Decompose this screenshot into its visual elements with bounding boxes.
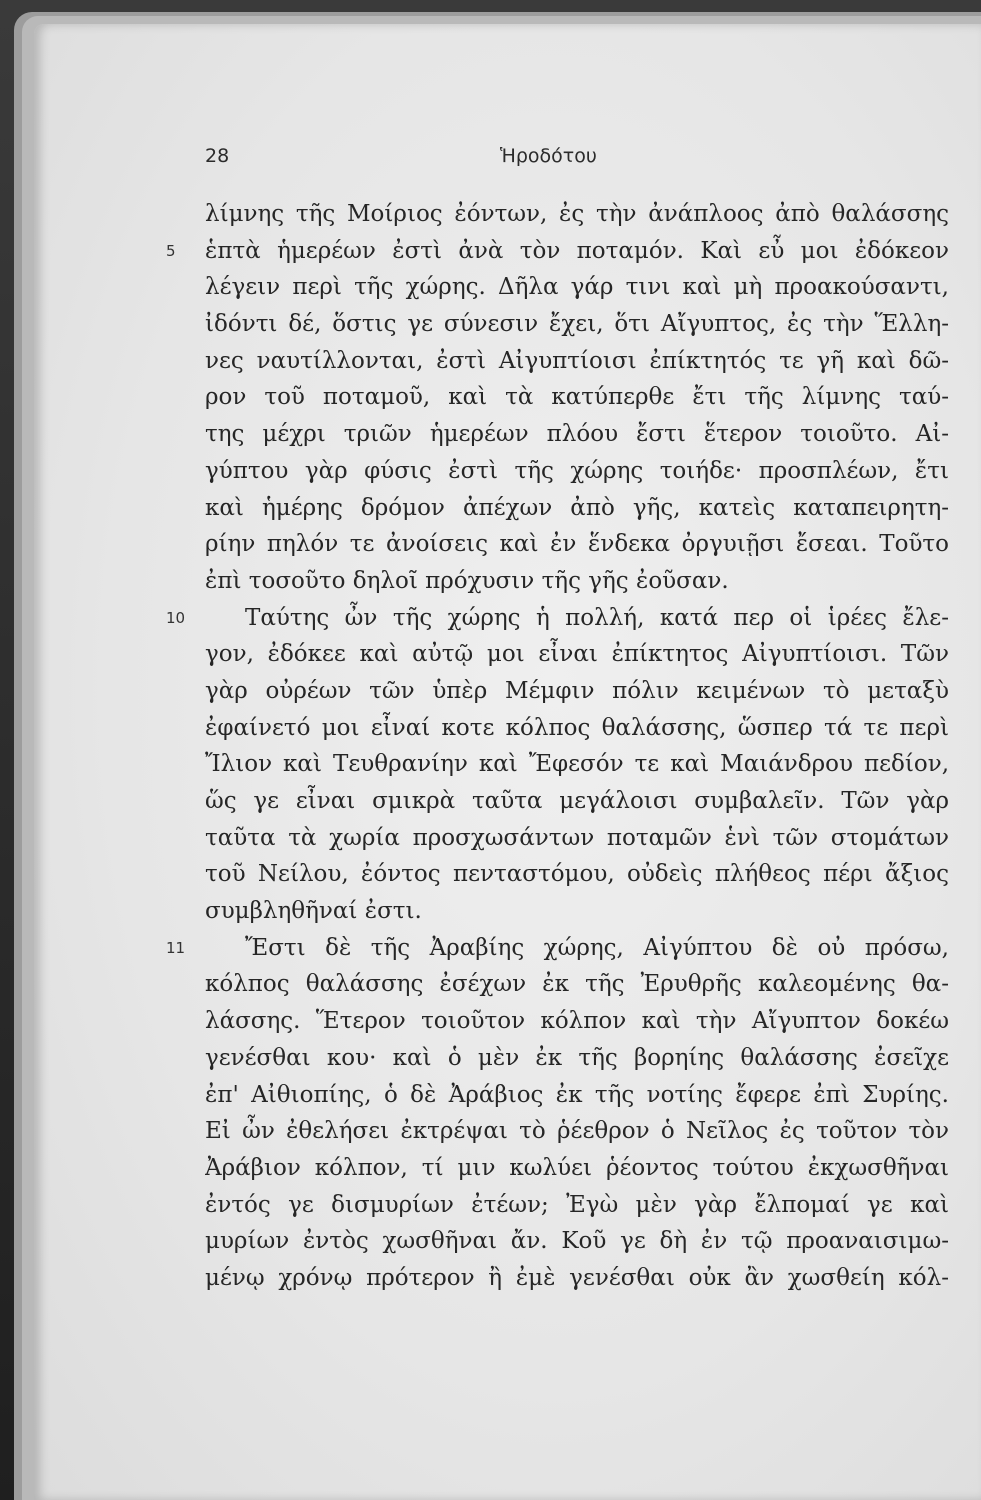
margin-line-number: 11	[166, 938, 186, 957]
text-line	[0, 1187, 981, 1224]
line-text: της μέχρι τριῶν ἡμερέων πλόου ἔστι ἕτερον τοιοῦτο. Αἰ-	[205, 421, 949, 448]
text-line	[0, 893, 981, 930]
text-line	[0, 490, 981, 527]
line-text: νες ναυτίλλονται, ἐστὶ Αἰγυπτίοισι ἐπίκτητός τε γῆ καὶ δῶ-	[205, 347, 949, 374]
text-line	[0, 306, 981, 343]
text-line	[0, 269, 981, 306]
line-text: Ταύτης ὦν τῆς χώρης ἡ πολλή, κατά περ οἱ ἱρέες ἔλε-	[245, 604, 949, 631]
line-text: καὶ ἡμέρης δρόμον ἀπέχων ἀπὸ γῆς, κατεὶς καταπειρητη-	[205, 494, 949, 521]
text-line	[0, 710, 981, 747]
line-text: ἐφαίνετό μοι εἶναί κοτε κόλπος θαλάσσης, ὥσπερ τά τε περὶ	[205, 714, 949, 741]
line-text: γύπτου γὰρ φύσις ἐστὶ τῆς χώρης τοιήδε· προσπλέων, ἔτι	[205, 457, 949, 484]
line-text: λάσσης. Ἕτερον τοιοῦτον κόλπον καὶ τὴν Αἴγυπτον δοκέω	[205, 1008, 949, 1035]
line-text: ρον τοῦ ποταμοῦ, καὶ τὰ κατύπερθε ἔτι τῆς λίμνης ταύ-	[205, 384, 949, 411]
text-line	[0, 233, 981, 270]
line-text: τοῦ Νείλου, ἐόντος πενταστόμου, οὐδεὶς πλήθεος πέρι ἄξιος	[205, 861, 949, 888]
line-text: λίμνης τῆς Μοίριος ἐόντων, ἐς τὴν ἀνάπλοος ἀπὸ θαλάσσης	[205, 201, 949, 227]
line-text: Ἀράβιον κόλπον, τί μιν κωλύει ῥέοντος τούτου ἐκχωσθῆναι	[205, 1154, 949, 1181]
line-text: γον, ἐδόκεε καὶ αὐτῷ μοι εἶναι ἐπίκτητος Αἰγυπτίοισι. Τῶν	[205, 641, 949, 668]
line-text: συμβληθῆναί ἐστι.	[205, 898, 422, 925]
text-line	[0, 1077, 981, 1114]
text-line	[0, 1003, 981, 1040]
line-text: ἐπὶ τοσοῦτο δηλοῖ πρόχυσιν τῆς γῆς ἐοῦσαν.	[205, 567, 729, 594]
text-line	[0, 600, 981, 637]
line-text: ταῦτα τὰ χωρία προσχωσάντων ποταμῶν ἑνὶ τῶν στομάτων	[205, 824, 949, 851]
text-line	[0, 1150, 981, 1187]
running-head	[0, 145, 981, 175]
text-line	[0, 966, 981, 1003]
text-line	[0, 636, 981, 673]
margin-line-number: 10	[166, 608, 186, 627]
line-text: λέγειν περὶ τῆς χώρης. Δῆλα γάρ τινι καὶ μὴ προακούσαντι,	[205, 274, 949, 301]
line-text: Ἴλιον καὶ Τευθρανίην καὶ Ἔφεσόν τε καὶ Μαιάνδρου πεδίον,	[205, 751, 949, 778]
line-text: μένῳ χρόνῳ πρότερον ἢ ἐμὲ γενέσθαι οὐκ ἂν χωσθείη κόλ-	[205, 1264, 949, 1291]
text-line	[0, 746, 981, 783]
text-line	[0, 1113, 981, 1150]
text-line	[0, 1223, 981, 1260]
line-text: μυρίων ἐντὸς χωσθῆναι ἄν. Κοῦ γε δὴ ἐν τῷ προαναισιμω-	[205, 1228, 949, 1255]
page-number: 28	[205, 145, 230, 167]
text-line	[0, 1260, 981, 1297]
text-line	[0, 416, 981, 453]
text-line	[0, 343, 981, 380]
line-text: γὰρ οὐρέων τῶν ὑπὲρ Μέμφιν πόλιν κειμένων τὸ μεταξὺ	[205, 677, 949, 704]
text-line	[0, 379, 981, 416]
line-text: γενέσθαι κου· καὶ ὁ μὲν ἐκ τῆς βορηίης θαλάσσης ἐσεῖχε	[205, 1044, 949, 1071]
line-text: ἑπτὰ ἡμερέων ἐστὶ ἀνὰ τὸν ποταμόν. Καὶ εὖ μοι ἐδόκεον	[205, 237, 949, 264]
text-line	[0, 563, 981, 600]
text-block	[0, 196, 981, 1297]
text-line	[0, 1040, 981, 1077]
line-text: Ἔστι δὲ τῆς Ἀραβίης χώρης, Αἰγύπτου δὲ οὐ πρόσω,	[245, 934, 949, 961]
text-line	[0, 453, 981, 490]
margin-line-number: 5	[166, 241, 176, 260]
text-line	[0, 856, 981, 893]
line-text: κόλπος θαλάσσης ἐσέχων ἐκ τῆς Ἐρυθρῆς καλεομένης θα-	[205, 971, 949, 998]
text-line	[0, 673, 981, 710]
text-line	[0, 930, 981, 967]
line-text: ἐπ' Αἰθιοπίης, ὁ δὲ Ἀράβιος ἐκ τῆς νοτίης ἔφερε ἐπὶ Συρίης.	[205, 1081, 949, 1108]
book-title: Ἡροδότου	[500, 145, 597, 167]
text-line	[0, 526, 981, 563]
line-text: Εἰ ὦν ἐθελήσει ἐκτρέψαι τὸ ῥέεθρον ὁ Νεῖλος ἐς τοῦτον τὸν	[205, 1118, 949, 1145]
line-text: ἐντός γε δισμυρίων ἐτέων; Ἐγὼ μὲν γὰρ ἔλπομαί γε καὶ	[205, 1191, 949, 1218]
line-text: ὥς γε εἶναι σμικρὰ ταῦτα μεγάλοισι συμβαλεῖν. Τῶν γὰρ	[205, 788, 949, 814]
text-line	[0, 196, 981, 233]
text-line	[0, 820, 981, 857]
line-text: ἰδόντι δέ, ὅστις γε σύνεσιν ἔχει, ὅτι Αἴγυπτος, ἐς τὴν Ἕλλη-	[205, 311, 949, 338]
line-text: ρίην πηλόν τε ἀνοίσεις καὶ ἐν ἕνδεκα ὀργυιῇσι ἔσεαι. Τοῦτο	[205, 531, 949, 558]
text-line	[0, 783, 981, 820]
